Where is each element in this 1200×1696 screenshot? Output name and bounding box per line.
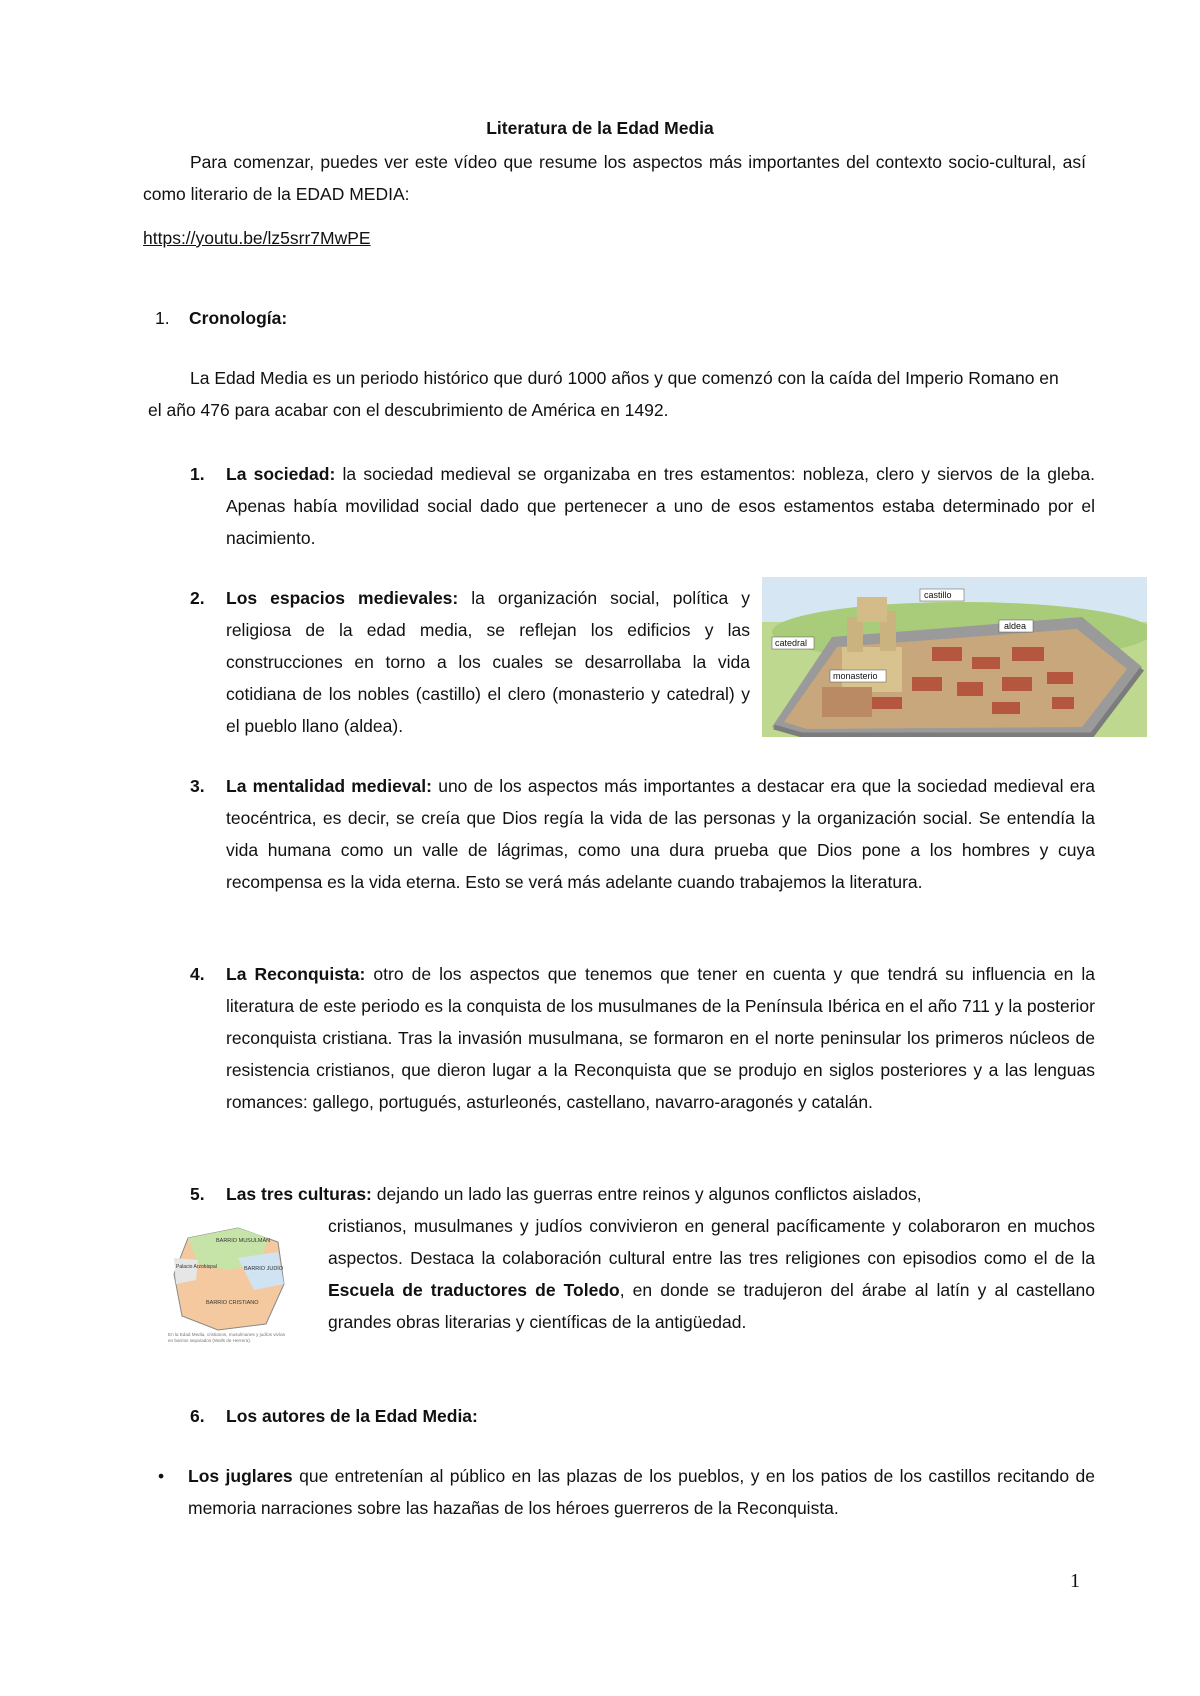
item-heading: La Reconquista: [226, 964, 366, 984]
item-number: 6. [190, 1406, 205, 1426]
list-item-reconquista [190, 958, 1095, 1118]
intro-paragraph: Para comenzar, puedes ver este vídeo que resume los aspectos más importantes del contexto socio-cultural, así como literario de la EDAD MEDIA: [143, 152, 1086, 204]
bullet-icon: • [158, 1466, 165, 1486]
item-text: uno de los aspectos más importantes a destacar era que la sociedad medieval era teocéntrica, es decir, se creía que Dios regía la vida de las personas y la organización social. Se entendía la vida humana como un valle de lágrimas, como una dura prueba que Dios pone a los hombres y cuya recompensa es la vida eterna. Esto se verá más adelante cuando trabajemos la literatura. [226, 776, 1095, 892]
bullet-juglares [158, 1460, 1096, 1524]
list-item-tres-culturas [190, 1178, 1095, 1210]
section-heading-cronologia [155, 302, 287, 334]
item-text: otro de los aspectos que tenemos que tener en cuenta y que tendrá su influencia en la literatura de este periodo es la conquista de los musulmanes de la Península Ibérica en el año 711 y la posterior reconquista cristiana. Tras la invasión musulmana, se formaron en el norte peninsular los primeros núcleos de resistencia cristianos, que dieron lugar a la Reconquista que se produjo en siglos posteriores y a las lenguas romances: gallego, portugués, asturleonés, castellano, navarro-aragonés y catalán. [226, 964, 1095, 1112]
map-palacio-label: Palacio Arzobispal [176, 1264, 217, 1270]
item-number: 4. [190, 964, 205, 984]
map-judio-label: BARRIO JUDÍO [244, 1266, 284, 1272]
list-item-sociedad [190, 458, 1095, 554]
escuela-traductores: Escuela de traductores de Toledo [328, 1280, 620, 1300]
map-caption: En la Edad Media, cristianos, musulmanes y judíos vivían en barrios separados (Walls de Herrera). [168, 1332, 286, 1343]
chronology-paragraph: La Edad Media es un periodo histórico que duró 1000 años y que comenzó con la caída del Imperio Romano en el año 476 para acabar con el descubrimiento de América en 1492. [148, 368, 1059, 420]
map-musulman-label: BARRIO MUSULMÁN [216, 1238, 271, 1244]
item-heading: Los espacios medievales: [226, 588, 459, 608]
section-title: Cronología: [189, 308, 288, 328]
item-number: 1. [190, 464, 205, 484]
item-text: la sociedad medieval se organizaba en tres estamentos: nobleza, clero y siervos de la gleba. Apenas había movilidad social dado que pertenecer a uno de esos estamentos estaba determinado por el nacimiento. [226, 464, 1095, 548]
item-text: cristianos, musulmanes y judíos convivieron en general pacíficamente y colaboraron en muchos aspectos. Destaca la colaboración cultural entre las tres religiones con episodios como el de la [328, 1216, 1095, 1268]
list-item-mentalidad [190, 770, 1095, 898]
list-item-autores [190, 1400, 790, 1432]
catedral-label: catedral [775, 638, 808, 648]
document-title: Literatura de la Edad Media [486, 118, 714, 138]
tres-culturas-body [328, 1210, 1095, 1338]
medieval-town-illustration [762, 577, 1147, 737]
item-text: la organización social, política y religiosa de la edad media, se reflejan los edificios y las construcciones en torno a los cuales se desarrollaba la vida cotidiana de los nobles (castillo) el clero (monasterio y catedral) y el pueblo llano (aldea). [226, 588, 750, 736]
item-heading: La mentalidad medieval: [226, 776, 432, 796]
bullet-text: que entretenían al público en las plazas de los pueblos, y en los patios de los castillos recitando de memoria narraciones sobre las hazañas de los héroes guerreros de la Reconquista. [188, 1466, 1096, 1518]
item-text: dejando un lado las guerras entre reinos y algunos conflictos aislados, [371, 1184, 922, 1204]
item-number: 5. [190, 1184, 205, 1204]
video-link[interactable]: https://youtu.be/lz5srr7MwPE [143, 228, 371, 248]
map-cristiano-label: BARRIO CRISTIANO [206, 1300, 259, 1306]
bullet-heading: Los juglares [188, 1466, 293, 1486]
list-item-espacios [190, 582, 750, 742]
toledo-barrios-map [168, 1224, 290, 1354]
castle-label: castillo [924, 590, 952, 600]
item-heading: Los autores de la Edad Media: [226, 1406, 478, 1426]
item-heading: La sociedad: [226, 464, 336, 484]
item-heading: Las tres culturas: [226, 1184, 372, 1204]
aldea-label: aldea [1004, 621, 1027, 631]
item-text: , en donde se tradujeron del árabe al latín y al castellano grandes obras literarias y científicas de la antigüedad. [328, 1280, 1095, 1332]
monasterio-label: monasterio [833, 671, 878, 681]
item-number: 3. [190, 776, 205, 796]
item-number: 2. [190, 588, 205, 608]
section-number: 1. [155, 308, 170, 328]
page-number: 1 [1070, 1570, 1080, 1592]
